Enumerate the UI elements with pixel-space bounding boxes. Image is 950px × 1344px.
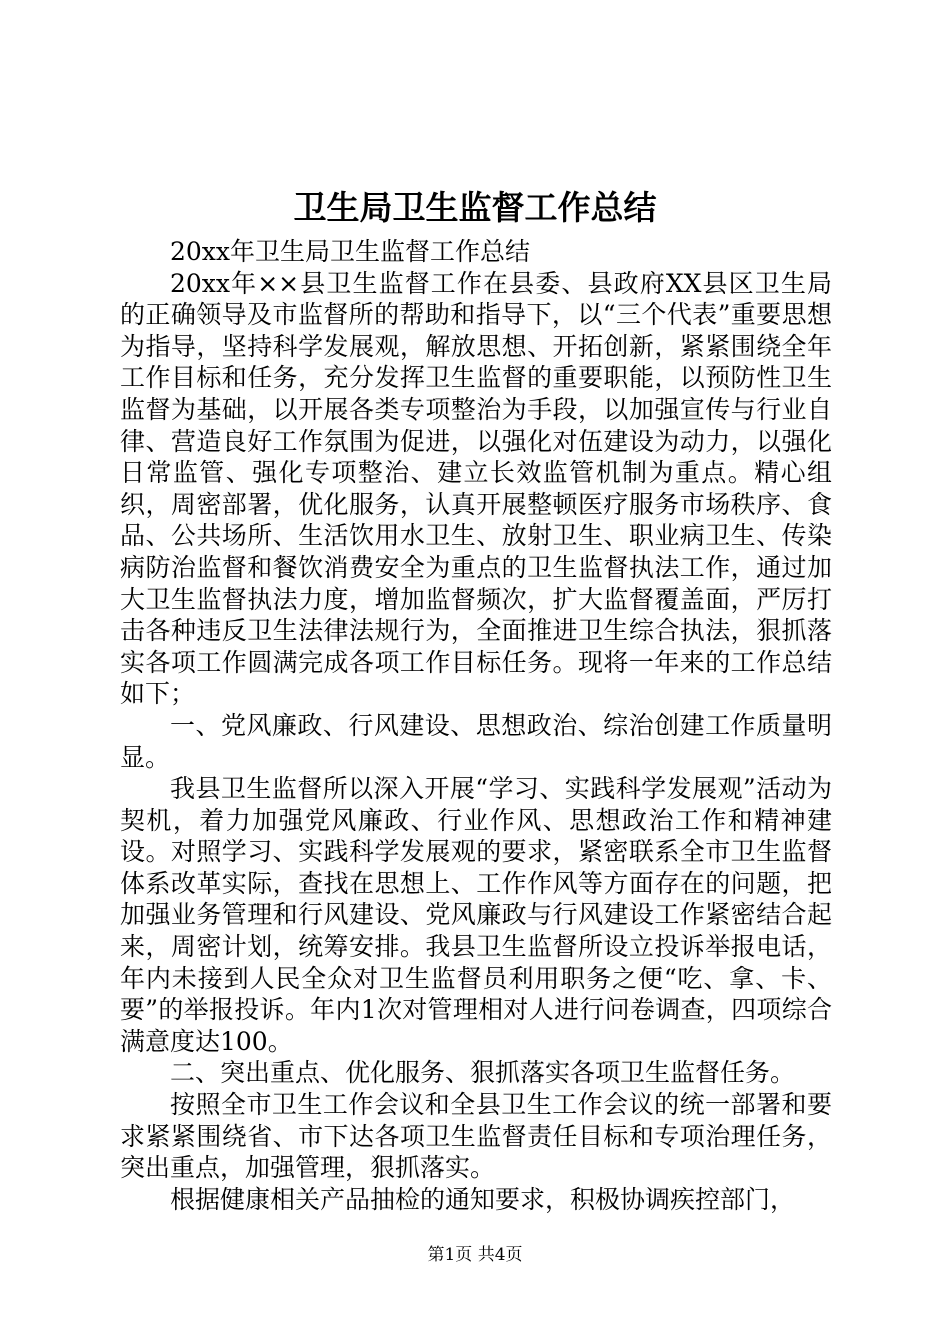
paragraph-subtitle: 20xx年卫生局卫生监督工作总结 (170, 237, 531, 266)
document-body (120, 236, 832, 1215)
paragraph-section-1: 我县卫生监督所以深入开展“学习、实践科学发展观”活动为契机，着力加强党风廉政、行业作风、思想政治工作和精神建设。对照学习、实践科学发展观的要求，紧密联系全市卫生监督体系改革实际，查找在思想上、工作作风等方面存在的问题，把加强业务管理和行风建设、党风廉政与行风建设工作紧密结合起来，周密计划，统筹安排。我县卫生监督所设立投诉举报电话，年内未接到人民全众对卫生监督员利用职务之便“吃、拿、卡、要”的举报投诉。年内1次对管理相对人进行问卷调查，四项综合满意度达100。 (120, 774, 832, 1056)
paragraph-continued: 根据健康相关产品抽检的通知要求，积极协调疾控部门， (170, 1184, 796, 1214)
document-title: 卫生局卫生监督工作总结 (293, 188, 657, 227)
paragraph-section-2: 按照全市卫生工作会议和全县卫生工作会议的统一部署和要求紧紧围绕省、市下达各项卫生监督责任目标和专项治理任务，突出重点，加强管理，狠抓落实。 (120, 1090, 832, 1183)
page-number-footer: 第1页 共4页 (427, 1245, 523, 1265)
section-heading-2: 二、突出重点、优化服务、狠抓落实各项卫生监督任务。 (170, 1058, 796, 1088)
section-heading-1: 一、党风廉政、行风建设、思想政治、综治创建工作质量明显。 (120, 710, 832, 772)
paragraph-intro: 20xx年××县卫生监督工作在县委、县政府XX县区卫生局的正确领导及市监督所的帮助和指导下，以“三个代表”重要思想为指导，坚持科学发展观，解放思想、开拓创新，紧紧围绕全年工作目标和任务，充分发挥卫生监督的重要职能，以预防性卫生监督为基础，以开展各类专项整治为手段，以加强宣传与行业自律、营造良好工作氛围为促进，以强化对伍建设为动力，以强化日常监管、强化专项整治、建立长效监管机制为重点。精心组织，周密部署，优化服务，认真开展整顿医疗服务市场秩序、食品、公共场所、生活饮用水卫生、放射卫生、职业病卫生、传染病防治监督和餐饮消费安全为重点的卫生监督执法工作，通过加大卫生监督执法力度，增加监督频次，扩大监督覆盖面，严厉打击各种违反卫生法律法规行为，全面推进卫生综合执法，狠抓落实各项工作圆满完成各项工作目标任务。现将一年来的工作总结如下； (120, 268, 832, 709)
